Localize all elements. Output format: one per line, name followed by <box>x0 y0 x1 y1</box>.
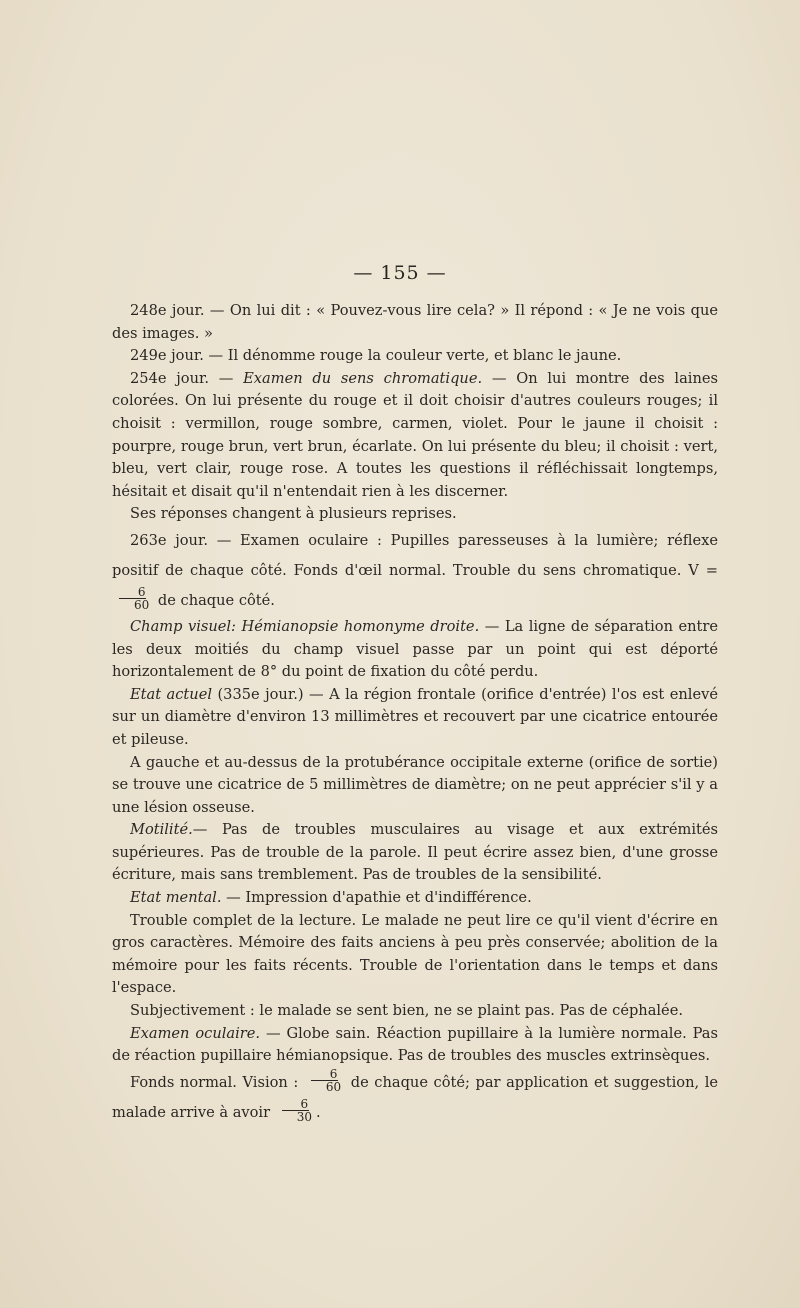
fraction-numerator: 6 <box>119 586 147 599</box>
paragraph-mental-state <box>112 887 718 910</box>
paragraph-249: 249e jour. — Il dénomme rouge la couleur verte, et blanc le jaune. <box>130 347 622 365</box>
fraction-denominator: 60 <box>325 1080 342 1095</box>
paragraph-263 <box>112 526 718 616</box>
text-run: 254e jour. — <box>130 369 244 387</box>
paragraph-occipital: A gauche et au-dessus de la protubérance occipitale externe (orifice de sortie) se trouve une cicatrice de 5 millimètres de diamètre; on ne peut apprécier s'il y a une lésion osseuse. <box>112 753 718 816</box>
fraction <box>307 1068 342 1093</box>
paragraph-responses: Ses réponses changent à plusieurs reprises. <box>130 505 457 523</box>
paragraph-ocular-exam <box>112 1023 718 1068</box>
fraction <box>115 586 150 611</box>
fraction-numerator: 6 <box>311 1068 339 1081</box>
italic-heading: Etat actuel <box>130 685 212 703</box>
paragraph-248: 248e jour. — On lui dit : « Pouvez-vous lire cela? » Il répond : « Je ne vois que des images. » <box>112 302 718 342</box>
italic-heading: Etat mental. <box>130 889 222 907</box>
text-run: — Pas de troubles musculaires au visage et aux extrémités supérieures. Pas de trouble de la parole. Il peut écrire assez bien, d'une grosse écriture, mais sans tremblement. Pas de troubles de la sensibilité. <box>112 821 718 884</box>
text-run: — Globe sain. Réaction pupillaire à la lumière normale. Pas de réaction pupillaire hémianopsique. Pas de troubles des muscles extrinsèques. <box>112 1024 718 1065</box>
paragraph-current-state <box>112 684 718 752</box>
italic-heading: Motilité. <box>130 821 193 839</box>
text-run: (335e jour.) — A la région frontale (orifice d'entrée) l'os est enlevé sur un diamètre d'environ 13 millimètres et recouvert par une cicatrice entourée et pileuse. <box>112 685 718 748</box>
italic-heading: Champ visuel: Hémianopsie homonyme droite. <box>130 617 480 635</box>
paragraph-vision <box>112 1068 718 1128</box>
text-run: . <box>316 1103 321 1121</box>
paragraph-visual-field <box>112 616 718 684</box>
italic-heading: Examen du sens chromatique. <box>243 369 483 387</box>
text-run: — On lui montre des laines colorées. On lui présente du rouge et il doit choisir d'autres couleurs rouges; il choisit : vermillon, rouge sombre, carmen, violet. Pour le jaune il choisit : pourpre, rouge brun, vert brun, écarlate. On lui présente du bleu; il choisit : vert, bleu, vert clair, rouge rose. A toutes les questions il réfléchissait longtemps, hésitait et disait qu'il n'entendait rien à les discerner. <box>112 369 718 500</box>
page-number: — 155 — <box>353 262 447 284</box>
text-run: — Impression d'apathie et d'indifférence. <box>221 889 532 907</box>
fraction <box>278 1098 313 1123</box>
paragraph-reading: Trouble complet de la lecture. Le malade ne peut lire ce qu'il vient d'écrire en gros caractères. Mémoire des faits anciens à peu près conservée; abolition de la mémoire pour les faits récents. Trouble de l'orientation dans le temps et dans l'espace. <box>112 911 718 997</box>
paragraph-subjective: Subjectivement : le malade se sent bien, ne se plaint pas. Pas de céphalée. <box>130 1002 683 1020</box>
text-run: — La ligne de séparation entre les deux moitiés du champ visuel passe par un point qui est déporté horizontalement de 8° du point de fixation du côté perdu. <box>112 617 718 681</box>
body-text <box>112 300 718 1128</box>
italic-heading: Examen oculaire. <box>130 1024 261 1042</box>
fraction-numerator: 6 <box>282 1098 310 1111</box>
fraction-denominator: 30 <box>296 1110 313 1125</box>
paragraph-motility <box>112 819 718 887</box>
paragraph-254 <box>112 368 718 504</box>
text-run: de chaque côté. <box>153 591 275 609</box>
fraction-denominator: 60 <box>134 598 150 613</box>
text-run: 263e jour. — Examen oculaire : Pupilles paresseuses à la lumière; réflexe positif de chaque côté. Fonds d'œil normal. Trouble du sens chromatique. V = <box>112 531 718 579</box>
text-run: de chaque côté; par application et suggestion, le malade arrive à avoir <box>112 1073 718 1121</box>
text-run: Fonds normal. Vision : <box>130 1073 304 1091</box>
